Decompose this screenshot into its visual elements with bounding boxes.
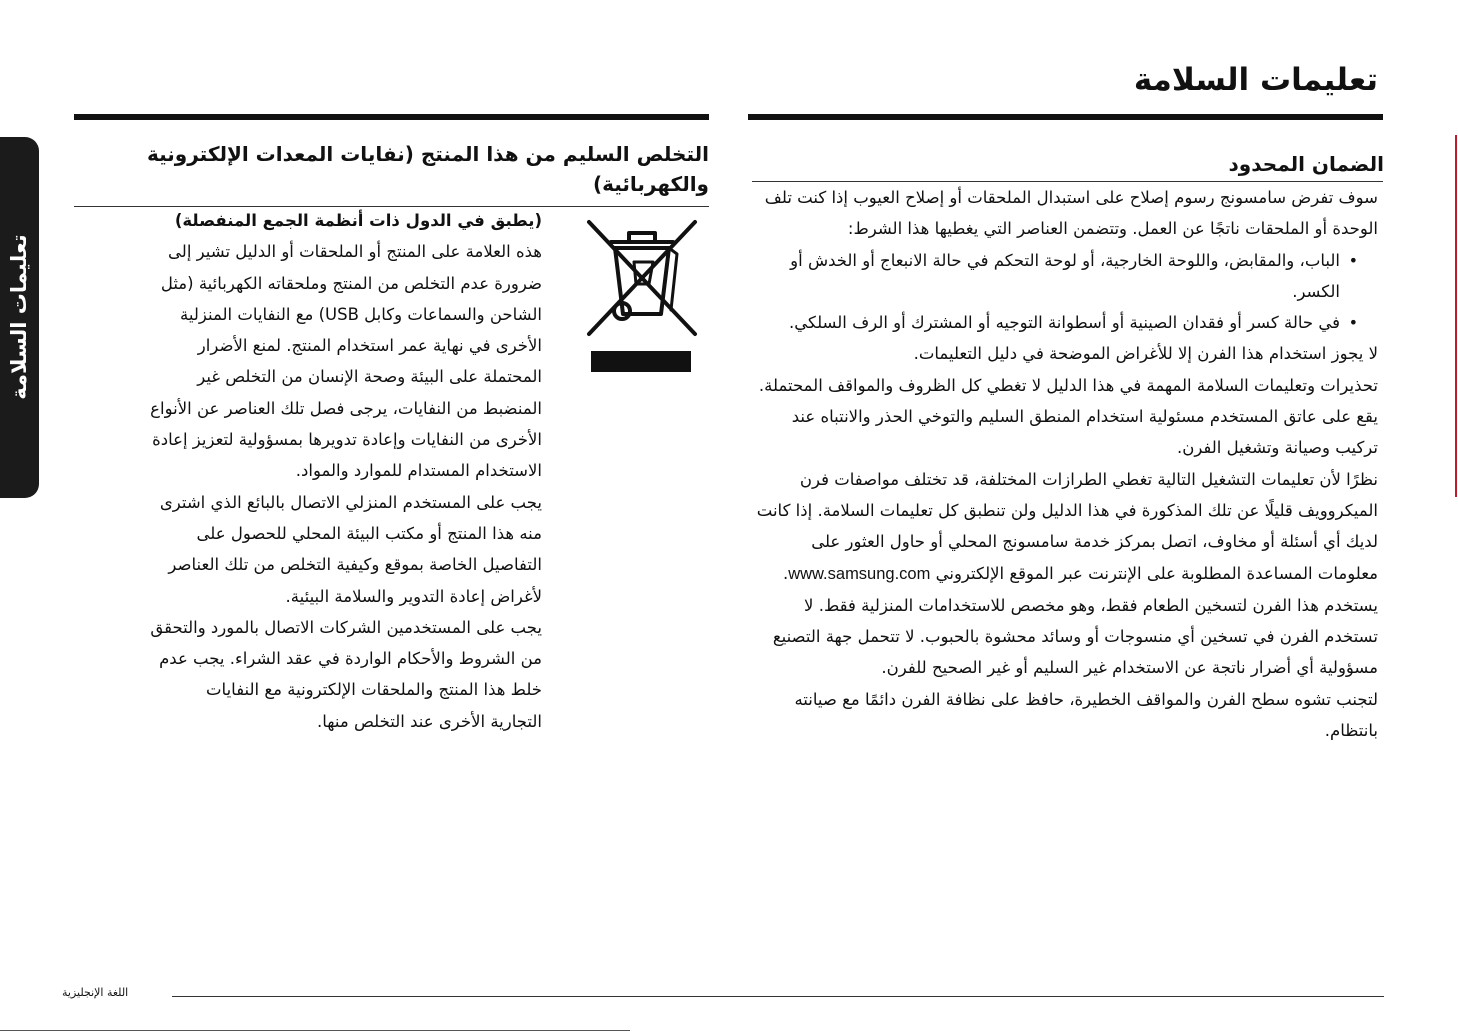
page-edge-marker <box>1455 135 1457 497</box>
weee-disposal-body <box>150 205 542 737</box>
crossed-out-wheelie-bin-icon <box>585 218 699 338</box>
right-column-top-rule <box>748 114 1383 120</box>
weee-paragraph: يجب على المستخدم المنزلي الاتصال بالبائع الذي اشترى منه هذا المنتج أو مكتب البيئة المحلي للحصول على التفاصيل الخاصة بموقع وكيفية التخلص من تلك العناصر لأغراض إعادة التدوير والسلامة البيئية. <box>159 492 542 606</box>
footer-rule <box>172 996 1384 997</box>
weee-paragraph: هذه العلامة على المنتج أو الملحقات أو الدليل تشير إلى ضرورة عدم التخلص من المنتج وملحقاته الكهربائية (مثل الشاحن والسماعات وكابل USB) مع النفايات المنزلية الأخرى في نهاية عمر استخدام المنتج. لمنع الأضرار المحتملة على البيئة وصحة الإنسان من التخلص غير المنضبط من النفايات، يرجى فصل تلك العناصر عن الأنواع الأخرى من النفايات وإعادة تدويرها بمسؤولية لتعزيز إعادة الاستخدام المستدام للموارد والمواد. <box>150 242 542 481</box>
limited-warranty-heading: الضمان المحدود <box>1228 152 1384 176</box>
weee-disposal-section <box>74 139 709 199</box>
warranty-bullet-item: • في حالة كسر أو فقدان الصينية أو أسطوانة التوجيه أو المشترك أو الرف السلكي. <box>752 307 1370 338</box>
bottom-edge-rule <box>0 1030 630 1031</box>
warranty-paragraph: يستخدم هذا الفرن لتسخين الطعام فقط، وهو مخصص للاستخدامات المنزلية فقط. لا تستخدم الفرن في تسخين أي منسوجات أو وسائد محشوة بالحبوب. لا تتحمل جهة التصنيع مسؤولية أي أضرار ناتجة عن الاستخدام غير السليم أو غير الصحيح للفرن. <box>772 595 1378 678</box>
warranty-paragraph: لتجنب تشوه سطح الفرن والمواقف الخطيرة، حافظ على نظافة الفرن دائمًا مع صيانته بانتظام. <box>794 689 1378 741</box>
left-column-top-rule <box>74 114 709 120</box>
warranty-intro: سوف تفرض سامسونج رسوم إصلاح على استبدال الملحقات أو إصلاح العيوب إذا كنت تلف الوحدة أو الملحقات ناتجًا عن العمل. وتتضمن العناصر التي يغطيها هذا الشرط: <box>764 188 1378 239</box>
weee-subheading: (يطبق في الدول ذات أنظمة الجمع المنفصلة) <box>174 211 542 230</box>
warranty-paragraph: تحذيرات وتعليمات السلامة المهمة في هذا الدليل لا تغطي كل الظروف والمواقف المحتملة. يقع على عاتق المستخدم مسئولية استخدام المنطق السليم والتوخي الحذر والانتباه عند تركيب وصيانة وتشغيل الفرن. <box>758 375 1378 458</box>
warranty-paragraph: نظرًا لأن تعليمات التشغيل التالية تغطي الطرازات المختلفة، قد تختلف مواصفات فرن الميكروويف قليلًا عن تلك المذكورة في هذا الدليل ولن تنطبق كل تعليمات السلامة. إذا كانت لديك أي أسئلة أو مخاوف، اتصل بمركز خدمة سامسونج المحلي أو حاول العثور على معلومات المساعدة المطلوبة على الإنترنت عبر الموقع الإلكتروني www.samsung.com. <box>756 469 1378 583</box>
warranty-paragraph: لا يجوز استخدام هذا الفرن إلا للأغراض الموضحة في دليل التعليمات. <box>913 344 1378 364</box>
footer-language: اللغة الإنجليزية <box>62 986 129 999</box>
warranty-bullet-list <box>752 245 1378 339</box>
samsung-website-link[interactable]: www.samsung.com <box>788 564 931 583</box>
weee-paragraph: يجب على المستخدمين الشركات الاتصال بالمورد والتحقق من الشروط والأحكام الواردة في عقد الشراء. يجب عدم خلط هذا المنتج والملحقات الإلكترونية مع النفايات التجارية الأخرى عند التخلص منها. <box>150 617 542 731</box>
weee-disposal-heading: التخلص السليم من هذا المنتج (نفايات المعدات الإلكترونية والكهربائية) <box>146 142 709 196</box>
warranty-bullet-item: • الباب، والمقابض، واللوحة الخارجية، أو لوحة التحكم في حالة الانبعاج أو الخدش أو الكسر. <box>752 245 1370 308</box>
side-tab-label: تعليمات السلامة <box>7 234 31 400</box>
limited-warranty-section <box>752 149 1384 746</box>
warranty-support-text: نظرًا لأن تعليمات التشغيل التالية تغطي الطرازات المختلفة، قد تختلف مواصفات فرن الميكروويف قليلًا عن تلك المذكورة في هذا الدليل ولن تنطبق كل تعليمات السلامة. إذا كانت لديك أي أسئلة أو مخاوف، اتصل بمركز خدمة سامسونج المحلي أو حاول العثور على معلومات المساعدة المطلوبة على الإنترنت عبر الموقع الإلكتروني <box>756 469 1378 583</box>
weee-underline-bar <box>591 351 691 372</box>
page-title: تعليمات السلامة <box>1133 62 1378 98</box>
